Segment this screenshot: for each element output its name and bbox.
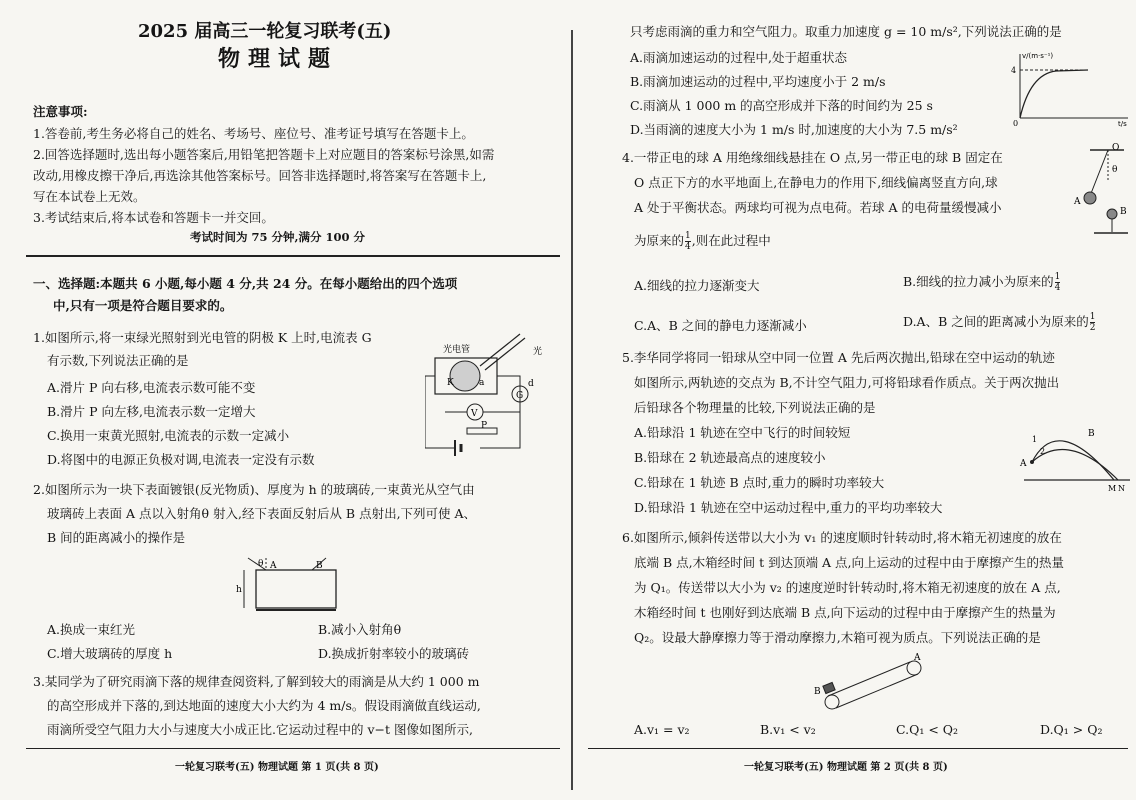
q1-option-c: C.换用一束黄光照射,电流表的示数一定减小 (47, 428, 290, 443)
column-divider (571, 30, 573, 790)
question-4-stem-line4 (634, 231, 771, 252)
question-6-stem: 为 Q₁。传送带以大小为 v₂ 的速度逆时针转动时,将木箱无初速度的放在 A 点, (634, 580, 1061, 595)
fraction-one-quarter: $\frac{1}{4}$ (1054, 272, 1061, 293)
vt-graph-figure (1008, 48, 1133, 128)
label-b: B (814, 687, 821, 697)
q4-option-c: C.A、B 之间的静电力逐渐减小 (634, 318, 807, 333)
label-v: V (471, 409, 478, 419)
q4-option-a: A.细线的拉力逐渐变大 (634, 278, 760, 293)
label-a: A (1074, 197, 1081, 207)
label-1: 1 (1032, 435, 1038, 444)
q2-option-a: A.换成一束红光 (47, 622, 136, 637)
label-a: A (1020, 459, 1027, 469)
notice-item: 写在本试卷上无效。 (33, 189, 146, 204)
question-5-stem: 后铅球各个物理量的比较,下列说法正确的是 (634, 400, 876, 415)
question-2-stem: 玻璃砖上表面 A 点以入射角θ 射入,经下表面反射后从 B 点射出,下列可使 A、 (47, 506, 477, 521)
label-n: N (1118, 484, 1125, 493)
question-4-stem: A 处于平衡状态。两球均可视为点电荷。若球 A 的电荷量缓慢减小 (634, 200, 1002, 215)
label-g: G (516, 391, 524, 401)
q4-line4-text: 为原来的 (634, 233, 685, 248)
question-1-stem: 1.如图所示,将一束绿光照射到光电管的阴极 K 上时,电流表 G (33, 330, 372, 345)
q2-option-c: C.增大玻璃砖的厚度 h (47, 646, 173, 661)
label-m: M (1108, 484, 1117, 493)
footer-rule (588, 748, 1128, 749)
q6-option-c: C.Q₁ < Q₂ (896, 722, 959, 737)
question-4-stem: O 点正下方的水平地面上,在静电力的作用下,细线偏离竖直方向,球 (634, 175, 998, 190)
page-footer: 一轮复习联考(五) 物理试题 第 2 页(共 8 页) (744, 762, 948, 773)
time-note: 考试时间为 75 分钟,满分 100 分 (190, 230, 366, 244)
question-3-stem: 3.某同学为了研究雨滴下落的规律查阅资料,了解到较大的雨滴是从大约 1 000 m (33, 674, 480, 689)
q5-option-d: D.铅球沿 1 轨迹在空中运动过程中,重力的平均功率较大 (634, 500, 943, 515)
label-h: h (236, 585, 242, 595)
label-ylabel: v/(m·s⁻¹) (1022, 52, 1054, 60)
q6-option-b: B.v₁ < v₂ (760, 722, 816, 737)
photoelectric-circuit-figure (425, 328, 560, 468)
question-5-stem: 如图所示,两轨迹的交点为 B,不计空气阻力,可将铅球看作质点。关于两次抛出 (634, 375, 1060, 390)
header-rule (26, 255, 560, 257)
q5-option-b: B.铅球在 2 轨迹最高点的速度较小 (634, 450, 826, 465)
label-a: A (914, 653, 921, 663)
question-4-stem: 4.一带正电的球 A 用绝缘细线悬挂在 O 点,另一带正电的球 B 固定在 (622, 150, 1003, 165)
notice-item: 2.回答选择题时,选出每小题答案后,用铅笔把答题卡上对应题目的答案标号涂黑,如需 (33, 147, 495, 162)
question-6-stem: Q₂。设最大静摩擦力等于滑动摩擦力,木箱可视为质点。下列说法正确的是 (634, 630, 1041, 645)
question-3-stem: 雨滴所受空气阻力大小与速度大小成正比.它运动过程中的 v−t 图像如图所示, (47, 722, 473, 737)
question-5-stem: 5.李华同学将同一铅球从空中同一位置 A 先后两次抛出,铅球在空中运动的轨迹 (622, 350, 1055, 365)
exam-title: 2025 届高三一轮复习联考(五) (138, 21, 392, 42)
suspended-charges-figure (1070, 140, 1130, 240)
question-3-stem: 的高空形成并下落的,到达地面的速度大小大约为 4 m/s。假设雨滴做直线运动, (47, 698, 481, 713)
q2-option-b: B.减小入射角θ (318, 622, 402, 637)
label-origin: 0 (1013, 119, 1019, 128)
label-vmax: 4 (1011, 66, 1017, 75)
notice-item: 3.考试结束后,将本试卷和答题卡一并交回。 (33, 210, 274, 225)
q6-option-d: D.Q₁ > Q₂ (1040, 722, 1103, 737)
label-d: d (528, 379, 534, 389)
q5-option-a: A.铅球沿 1 轨迹在空中飞行的时间较短 (634, 425, 851, 440)
fraction-one-quarter: $\frac{1}{4}$ (685, 231, 691, 252)
notice-heading: 注意事项: (33, 104, 88, 119)
section-heading: 中,只有一项是符合题目要求的。 (53, 298, 233, 313)
q1-option-b: B.滑片 P 向左移,电流表示数一定增大 (47, 404, 256, 419)
label-a: a (479, 378, 485, 388)
question-6-stem: 底端 B 点,木箱经时间 t 到达顶端 A 点,向上运动的过程中由于摩擦产生的热量 (634, 555, 1065, 570)
q1-option-a: A.滑片 P 向右移,电流表示数可能不变 (47, 380, 256, 395)
label-light: 光 (533, 347, 543, 357)
q2-option-d: D.换成折射率较小的玻璃砖 (318, 646, 470, 661)
question-2-stem: B 间的距离减小的操作是 (47, 530, 186, 545)
notice-item: 1.答卷前,考生务必将自己的姓名、考场号、座位号、准考证号填写在答题卡上。 (33, 126, 474, 141)
question-6-stem: 6.如图所示,倾斜传送带以大小为 v₁ 的速度顺时针转动时,将木箱无初速度的放在 (622, 530, 1062, 545)
label-2: 2 (1040, 447, 1046, 456)
q5-option-c: C.铅球在 1 轨迹 B 点时,重力的瞬时功率较大 (634, 475, 885, 490)
q3-option-d: D.当雨滴的速度大小为 1 m/s 时,加速度的大小为 7.5 m/s² (630, 122, 958, 137)
label-phototube: 光电管 (443, 345, 471, 355)
q4-option-b: B.细线的拉力减小为原来的 $\frac{1}{4}$ (903, 272, 1061, 293)
section-heading: 一、选择题:本题共 6 小题,每小题 4 分,共 24 分。在每小题给出的四个选项 (33, 276, 458, 291)
notice-item: 改动,用橡皮擦干净后,再选涂其他答案标号。回答非选择题时,将答案写在答题卡上, (33, 168, 487, 183)
q6-option-a: A.v₁ = v₂ (634, 722, 690, 737)
q4-option-d: D.A、B 之间的距离减小为原来的 $\frac{1}{2}$ (903, 312, 1096, 333)
q3-option-b: B.雨滴加速运动的过程中,平均速度小于 2 m/s (630, 74, 886, 89)
label-xlabel: t/s (1118, 120, 1127, 128)
label-a: A (270, 561, 277, 571)
question-6-stem: 木箱经时间 t 也刚好到达底端 B 点,向下运动的过程中由于摩擦产生的热量为 (634, 605, 1056, 620)
conveyor-belt-figure (810, 652, 930, 718)
page-2 (578, 0, 1136, 800)
fraction-one-half: $\frac{1}{2}$ (1089, 312, 1096, 333)
glass-brick-figure (228, 556, 348, 616)
question-3-stem: 只考虑雨滴的重力和空气阻力。取重力加速度 g = 10 m/s²,下列说法正确的是 (630, 24, 1062, 39)
label-theta: θ (1112, 165, 1118, 175)
q3-option-c: C.雨滴从 1 000 m 的高空形成并下落的时间约为 25 s (630, 98, 933, 113)
projectile-trajectory-figure (1018, 420, 1133, 495)
subject-title: 物理试题 (218, 46, 339, 72)
label-b: B (1088, 429, 1095, 439)
q4-line4-tail: ,则在此过程中 (691, 233, 771, 248)
question-1-stem: 有示数,下列说法正确的是 (47, 353, 189, 368)
label-b: B (316, 561, 323, 571)
label-b: B (1120, 207, 1127, 217)
q1-option-d: D.将图中的电源正负极对调,电流表一定没有示数 (47, 452, 315, 467)
label-o: O (1112, 143, 1120, 153)
label-theta: θ (258, 559, 264, 569)
q3-option-a: A.雨滴加速运动的过程中,处于超重状态 (630, 50, 847, 65)
question-2-stem: 2.如图所示为一块下表面镀银(反光物质)、厚度为 h 的玻璃砖,一束黄光从空气由 (33, 482, 475, 497)
page-footer: 一轮复习联考(五) 物理试题 第 1 页(共 8 页) (175, 762, 379, 773)
label-p: P (481, 421, 488, 431)
label-k: K (447, 378, 454, 388)
footer-rule (26, 748, 560, 749)
